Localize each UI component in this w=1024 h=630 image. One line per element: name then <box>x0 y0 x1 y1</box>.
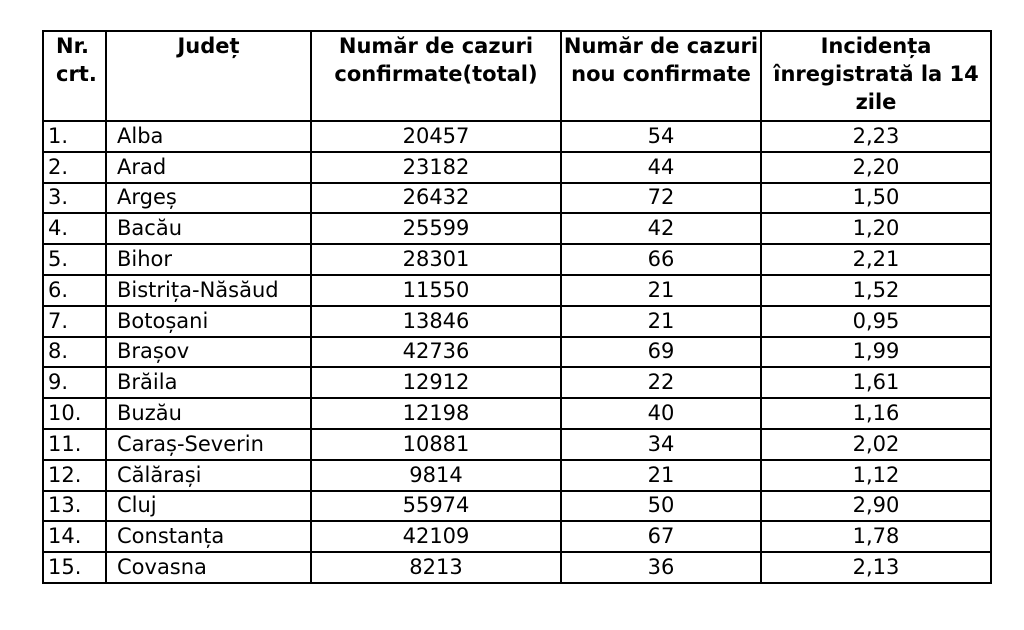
cell-incidence: 2,90 <box>761 491 991 522</box>
table-row <box>43 244 991 275</box>
cell-nr: 7. <box>43 306 106 337</box>
cell-nr: 12. <box>43 460 106 491</box>
cell-total-cases: 42109 <box>311 521 561 552</box>
cell-incidence: 1,16 <box>761 398 991 429</box>
cell-judet: Bihor <box>106 244 311 275</box>
table-row <box>43 183 991 214</box>
cell-total-cases: 25599 <box>311 213 561 244</box>
cell-judet: Argeș <box>106 183 311 214</box>
cell-nr: 10. <box>43 398 106 429</box>
cell-judet: Brașov <box>106 337 311 368</box>
cell-new-cases: 66 <box>561 244 761 275</box>
cell-incidence: 2,13 <box>761 552 991 583</box>
cell-judet: Constanța <box>106 521 311 552</box>
cell-judet: Arad <box>106 152 311 183</box>
cell-judet: Bacău <box>106 213 311 244</box>
header-total-cases: Număr de cazuri confirmate(total) <box>311 31 561 121</box>
cell-incidence: 0,95 <box>761 306 991 337</box>
cell-incidence: 1,99 <box>761 337 991 368</box>
cell-nr: 1. <box>43 121 106 152</box>
cell-incidence: 2,21 <box>761 244 991 275</box>
cell-total-cases: 55974 <box>311 491 561 522</box>
cell-judet: Alba <box>106 121 311 152</box>
cell-total-cases: 8213 <box>311 552 561 583</box>
table-row <box>43 398 991 429</box>
cell-total-cases: 42736 <box>311 337 561 368</box>
cell-nr: 11. <box>43 429 106 460</box>
cell-new-cases: 44 <box>561 152 761 183</box>
table-row <box>43 337 991 368</box>
table-row <box>43 521 991 552</box>
cell-nr: 2. <box>43 152 106 183</box>
table-row <box>43 152 991 183</box>
cell-new-cases: 72 <box>561 183 761 214</box>
cell-new-cases: 34 <box>561 429 761 460</box>
table-row <box>43 213 991 244</box>
cell-nr: 15. <box>43 552 106 583</box>
cell-total-cases: 28301 <box>311 244 561 275</box>
cell-total-cases: 9814 <box>311 460 561 491</box>
cell-new-cases: 54 <box>561 121 761 152</box>
cell-incidence: 2,02 <box>761 429 991 460</box>
cell-new-cases: 36 <box>561 552 761 583</box>
table-row <box>43 121 991 152</box>
cell-new-cases: 21 <box>561 275 761 306</box>
table-row <box>43 429 991 460</box>
cell-new-cases: 21 <box>561 306 761 337</box>
cell-incidence: 1,52 <box>761 275 991 306</box>
cell-nr: 5. <box>43 244 106 275</box>
table-body <box>43 121 991 583</box>
cell-incidence: 2,20 <box>761 152 991 183</box>
header-new-cases: Număr de cazuri nou confirmate <box>561 31 761 121</box>
header-judet: Județ <box>106 31 311 121</box>
cell-incidence: 1,61 <box>761 367 991 398</box>
table-row <box>43 367 991 398</box>
cell-new-cases: 69 <box>561 337 761 368</box>
header-row <box>43 31 991 121</box>
cell-judet: Cluj <box>106 491 311 522</box>
cell-new-cases: 40 <box>561 398 761 429</box>
cell-incidence: 2,23 <box>761 121 991 152</box>
cell-judet: Brăila <box>106 367 311 398</box>
cell-nr: 8. <box>43 337 106 368</box>
cell-nr: 6. <box>43 275 106 306</box>
header-nr-crt: Nr. crt. <box>43 31 106 121</box>
table-row <box>43 552 991 583</box>
cell-incidence: 1,50 <box>761 183 991 214</box>
cell-new-cases: 50 <box>561 491 761 522</box>
cell-new-cases: 21 <box>561 460 761 491</box>
cell-judet: Buzău <box>106 398 311 429</box>
cell-judet: Caraș-Severin <box>106 429 311 460</box>
cell-judet: Botoșani <box>106 306 311 337</box>
cell-nr: 9. <box>43 367 106 398</box>
cell-total-cases: 12198 <box>311 398 561 429</box>
covid-cases-table <box>42 30 992 584</box>
cell-total-cases: 20457 <box>311 121 561 152</box>
cell-incidence: 1,12 <box>761 460 991 491</box>
cell-nr: 4. <box>43 213 106 244</box>
cell-new-cases: 67 <box>561 521 761 552</box>
cell-nr: 13. <box>43 491 106 522</box>
table-row <box>43 491 991 522</box>
cell-total-cases: 26432 <box>311 183 561 214</box>
cell-nr: 3. <box>43 183 106 214</box>
header-incidence-14-days: Incidența înregistrată la 14 zile <box>761 31 991 121</box>
cell-judet: Călărași <box>106 460 311 491</box>
table-row <box>43 306 991 337</box>
cell-nr: 14. <box>43 521 106 552</box>
cell-incidence: 1,20 <box>761 213 991 244</box>
cell-judet: Bistrița-Năsăud <box>106 275 311 306</box>
cell-total-cases: 10881 <box>311 429 561 460</box>
table-row <box>43 460 991 491</box>
cell-total-cases: 11550 <box>311 275 561 306</box>
cell-incidence: 1,78 <box>761 521 991 552</box>
cell-total-cases: 23182 <box>311 152 561 183</box>
table-row <box>43 275 991 306</box>
cell-new-cases: 42 <box>561 213 761 244</box>
cell-total-cases: 13846 <box>311 306 561 337</box>
cell-judet: Covasna <box>106 552 311 583</box>
cell-total-cases: 12912 <box>311 367 561 398</box>
cell-new-cases: 22 <box>561 367 761 398</box>
